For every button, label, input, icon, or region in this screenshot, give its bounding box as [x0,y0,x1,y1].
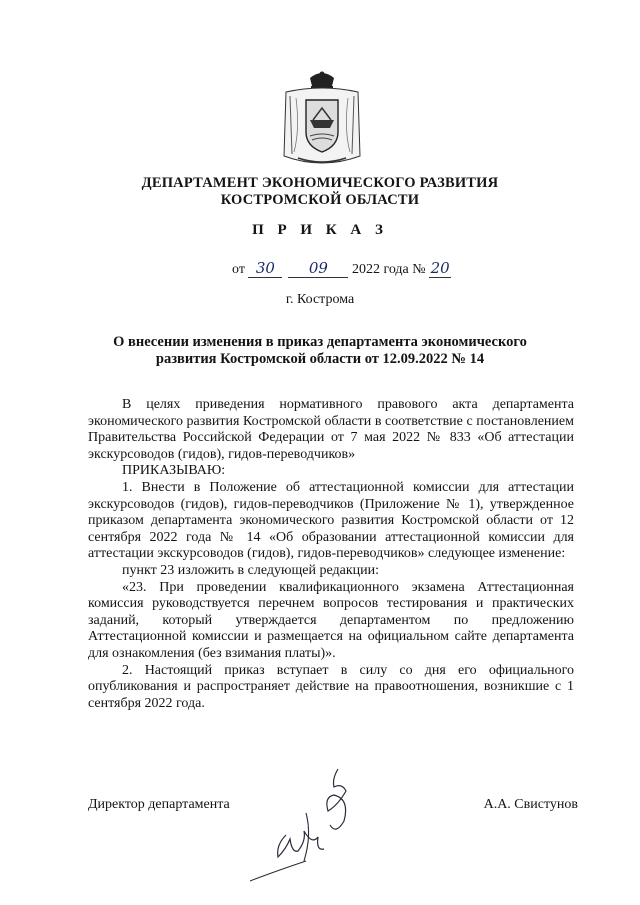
title-line-2: развития Костромской области от 12.09.2022 № 14 [155,351,485,367]
document-title [80,334,560,368]
signatory-position: Директор департамента [88,797,230,812]
document-type-heading: П Р И К А З [252,222,388,238]
handwritten-month: 09 [288,259,348,278]
signatory-name: А.А. Свистунов [483,797,578,812]
handwritten-order-number: 20 [430,259,450,277]
title-line-1: О внесении изменения в приказ департамента экономического [113,334,527,350]
date-prefix: от [232,262,245,277]
paragraph-point-23-intro: пункт 23 изложить в следующей редакции: [122,562,379,578]
department-line-1: ДЕПАРТАМЕНТ ЭКОНОМИЧЕСКОГО РАЗВИТИЯ [141,175,499,191]
paragraph-item-2: 2. Настоящий приказ вступает в силу со дня его официального опубликования и распространяет действие на правоотношения, возникшие с 1 сентября 2022 года. [88,662,574,711]
paragraph-item-1: 1. Внести в Положение об аттестационной комиссии для аттестации экскурсоводов (гидов), гидов-переводчиков (Приложение № 1), утвержденное приказом департамента экономического развития Костромской области от 12 сентября 2022 года № 14 «Об образовании аттестационной комиссии для аттестации экскурсоводов (гидов), гидов-переводчиков» следующее изменение: [88,479,574,562]
document-body [88,397,574,712]
handwritten-signature-icon [246,765,376,885]
department-name [0,175,640,209]
paragraph-preamble: В целях приведения нормативного правового акта департамента экономического развития Костромской области в соответствие с постановлением Правительства Российской Федерации от 7 мая 2022 № 833 «Об аттестации экскурсоводов (гидов), гидов-переводчиков» [88,397,574,462]
city-line: г. Кострома [285,292,355,307]
department-line-2: КОСТРОМСКОЙ ОБЛАСТИ [220,192,420,208]
paragraph-point-23-text: «23. При проведении квалификационного экзамена Аттестационная комиссия руководствуется перечнем вопросов тестирования и практических заданий, который утверждается департаментом по предложению Аттестационной комиссии и размещается на официальном сайте департамента для ознакомления (без взимания платы)». [88,579,574,661]
kostroma-coat-of-arms-icon [280,70,364,170]
date-year: 2022 года № [351,262,426,277]
paragraph-order-word: ПРИКАЗЫВАЮ: [122,463,226,479]
handwritten-day: 30 [248,259,282,278]
date-number-line [232,259,451,278]
